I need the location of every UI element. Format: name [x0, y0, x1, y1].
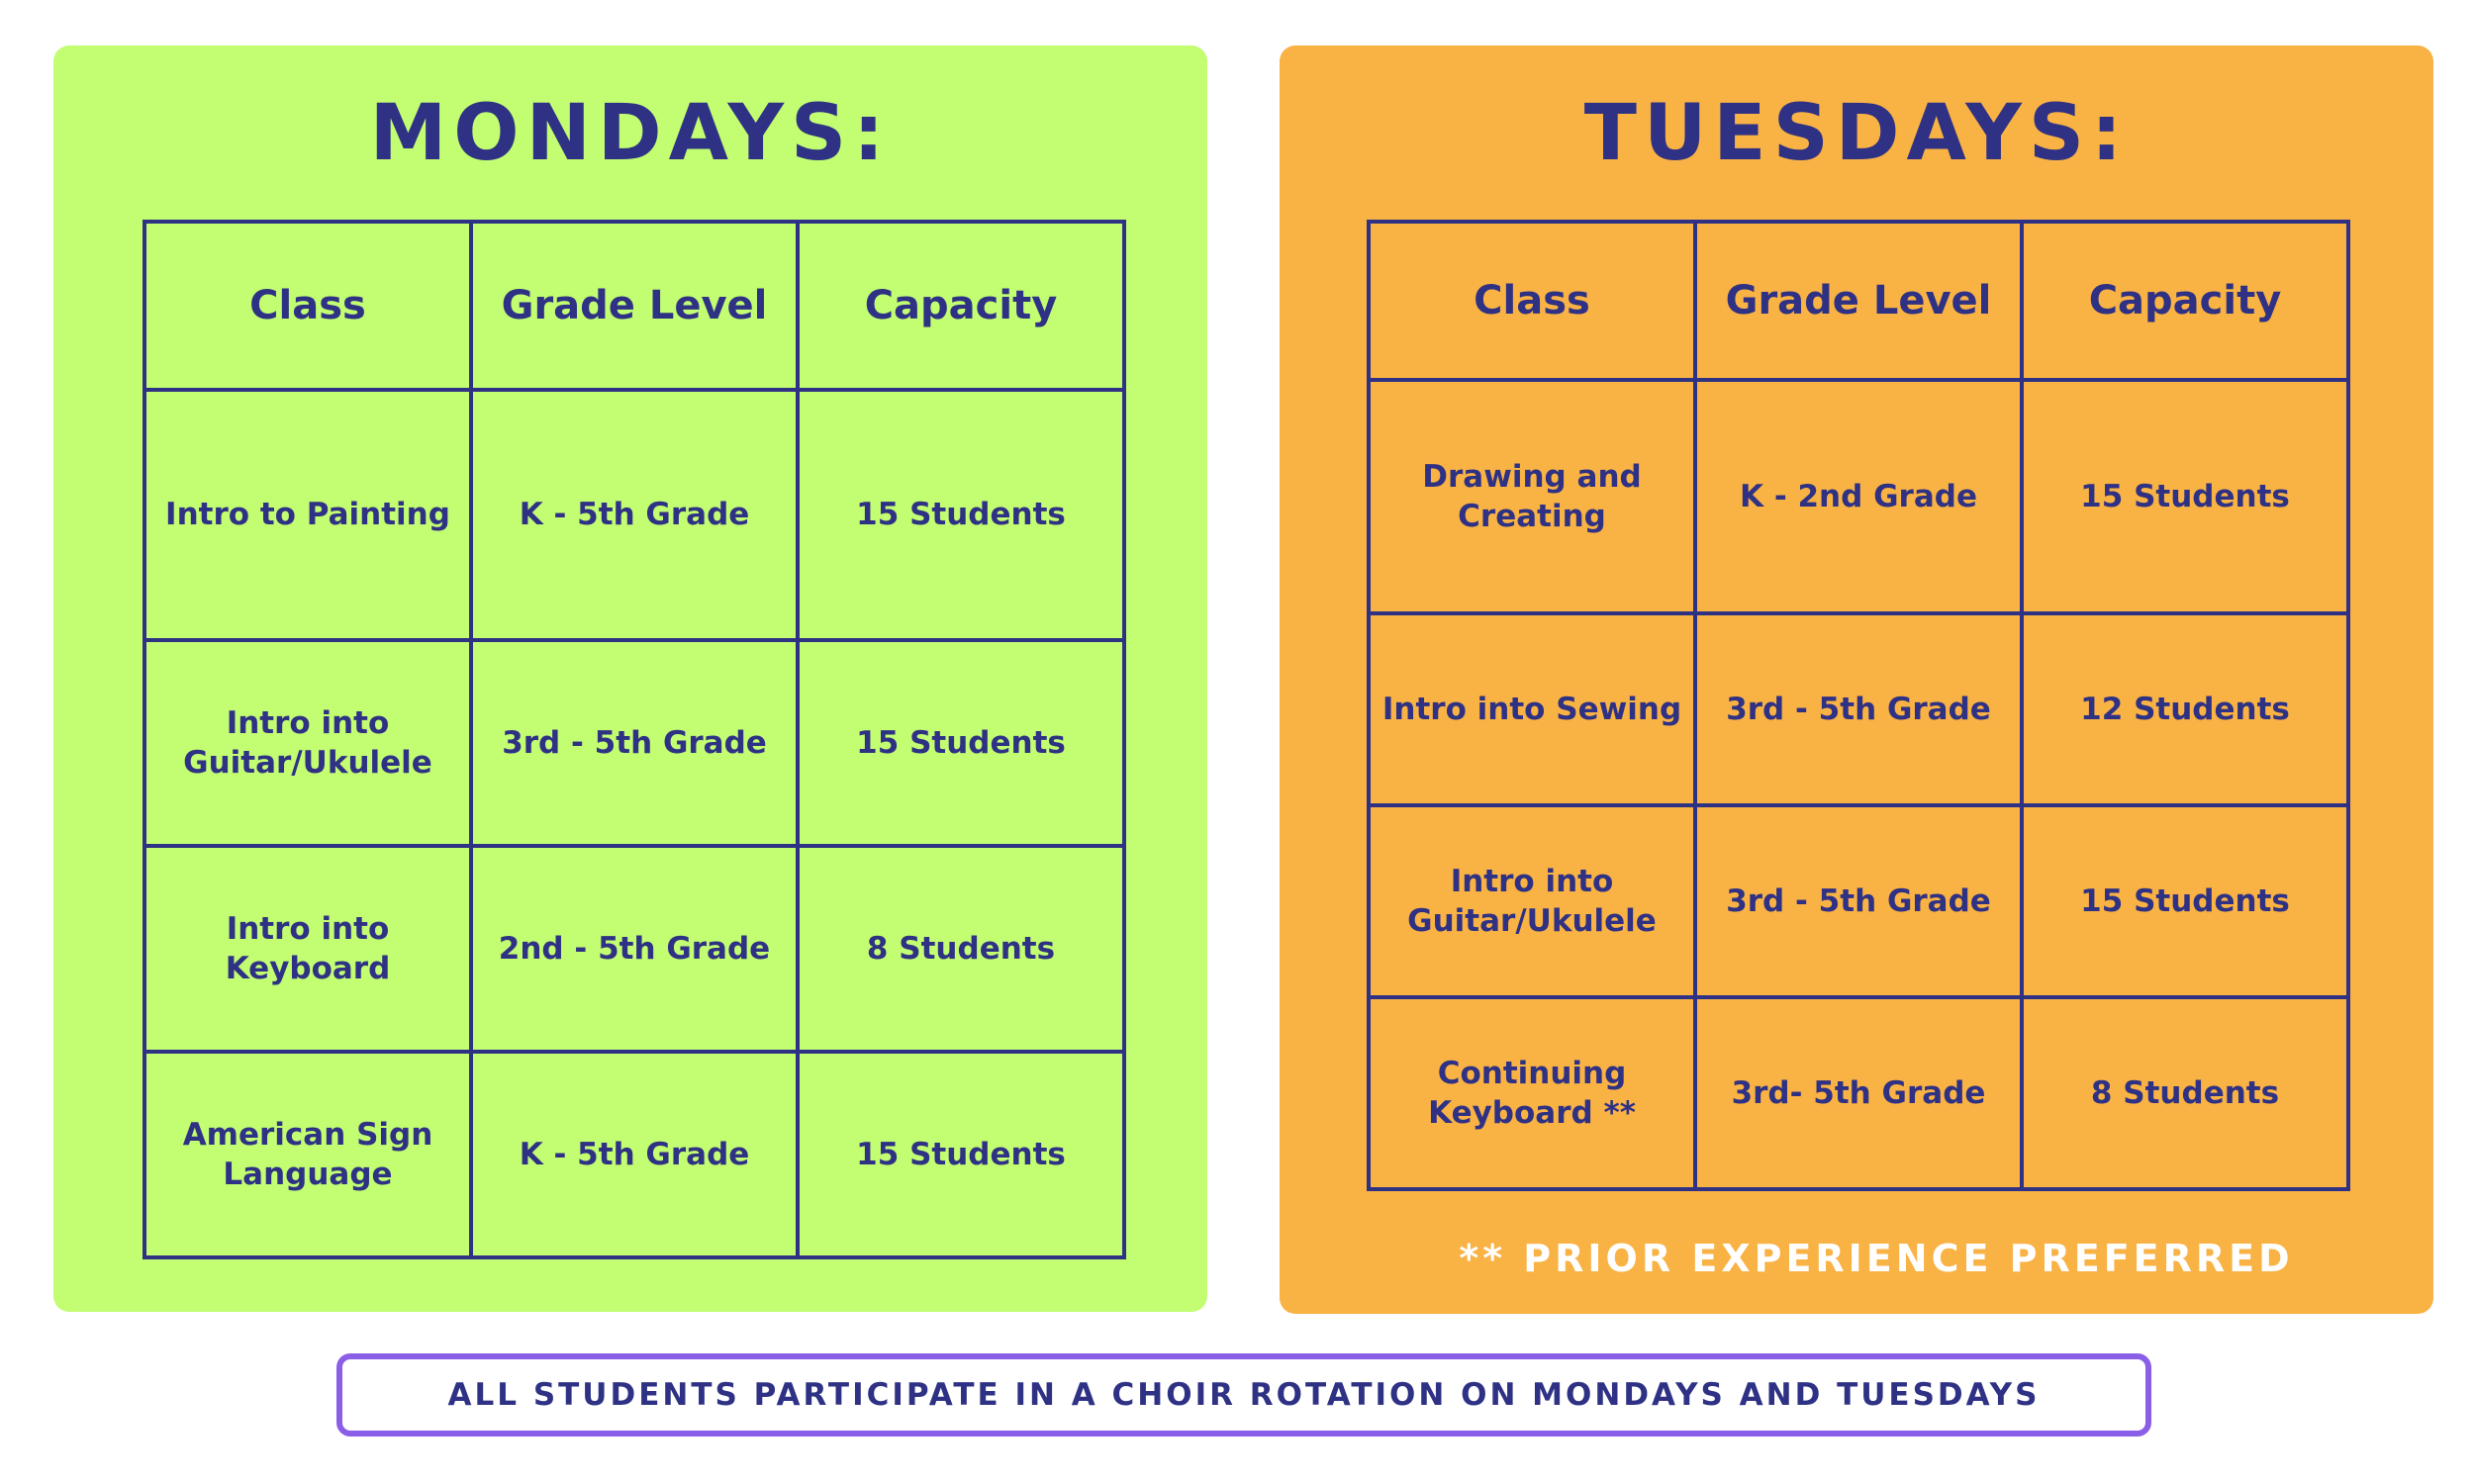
header-grade-level: Grade Level [1695, 222, 2022, 380]
class-cell: Intro into Guitar/Ukulele [144, 640, 471, 846]
grade-cell: K - 5th Grade [471, 390, 798, 640]
table-header-row [144, 222, 1124, 390]
class-cell: Continuing Keyboard ** [1369, 997, 1695, 1189]
header-class: Class [1369, 222, 1695, 380]
table-row [144, 390, 1124, 640]
table-row [1369, 805, 2348, 997]
class-cell: Intro to Painting [144, 390, 471, 640]
header-capacity: Capacity [2022, 222, 2348, 380]
capacity-cell: 15 Students [2022, 805, 2348, 997]
header-class: Class [144, 222, 471, 390]
capacity-cell: 12 Students [2022, 613, 2348, 805]
grade-cell: 3rd - 5th Grade [1695, 613, 2022, 805]
capacity-cell: 15 Students [2022, 380, 2348, 613]
grade-cell: 3rd- 5th Grade [1695, 997, 2022, 1189]
table-row [1369, 613, 2348, 805]
mondays-title: MONDAYS: [369, 89, 892, 178]
choir-rotation-banner: ALL STUDENTS PARTICIPATE IN A CHOIR ROTATION ON MONDAYS AND TUESDAYS [336, 1353, 2151, 1437]
table-header-row [1369, 222, 2348, 380]
grade-cell: 3rd - 5th Grade [471, 640, 798, 846]
table-row [144, 846, 1124, 1052]
grade-cell: 3rd - 5th Grade [1695, 805, 2022, 997]
header-grade-level: Grade Level [471, 222, 798, 390]
capacity-cell: 15 Students [798, 390, 1124, 640]
table-row [144, 640, 1124, 846]
tuesdays-panel [1280, 46, 2433, 1314]
grade-cell: K - 2nd Grade [1695, 380, 2022, 613]
mondays-schedule-table [143, 220, 1126, 1259]
mondays-panel [53, 46, 1207, 1312]
grade-cell: 2nd - 5th Grade [471, 846, 798, 1052]
class-cell: American Sign Language [144, 1052, 471, 1257]
prior-experience-footnote: ** PRIOR EXPERIENCE PREFERRED [1459, 1237, 2294, 1280]
capacity-cell: 8 Students [798, 846, 1124, 1052]
table-row [1369, 997, 2348, 1189]
capacity-cell: 15 Students [798, 1052, 1124, 1257]
class-cell: Intro into Keyboard [144, 846, 471, 1052]
tuesdays-schedule-table [1367, 220, 2350, 1191]
grade-cell: K - 5th Grade [471, 1052, 798, 1257]
capacity-cell: 15 Students [798, 640, 1124, 846]
header-capacity: Capacity [798, 222, 1124, 390]
class-cell: Intro into Sewing [1369, 613, 1695, 805]
tuesdays-title: TUESDAYS: [1583, 89, 2130, 178]
capacity-cell: 8 Students [2022, 997, 2348, 1189]
table-row [144, 1052, 1124, 1257]
table-row [1369, 380, 2348, 613]
class-cell: Intro into Guitar/Ukulele [1369, 805, 1695, 997]
class-cell: Drawing and Creating [1369, 380, 1695, 613]
